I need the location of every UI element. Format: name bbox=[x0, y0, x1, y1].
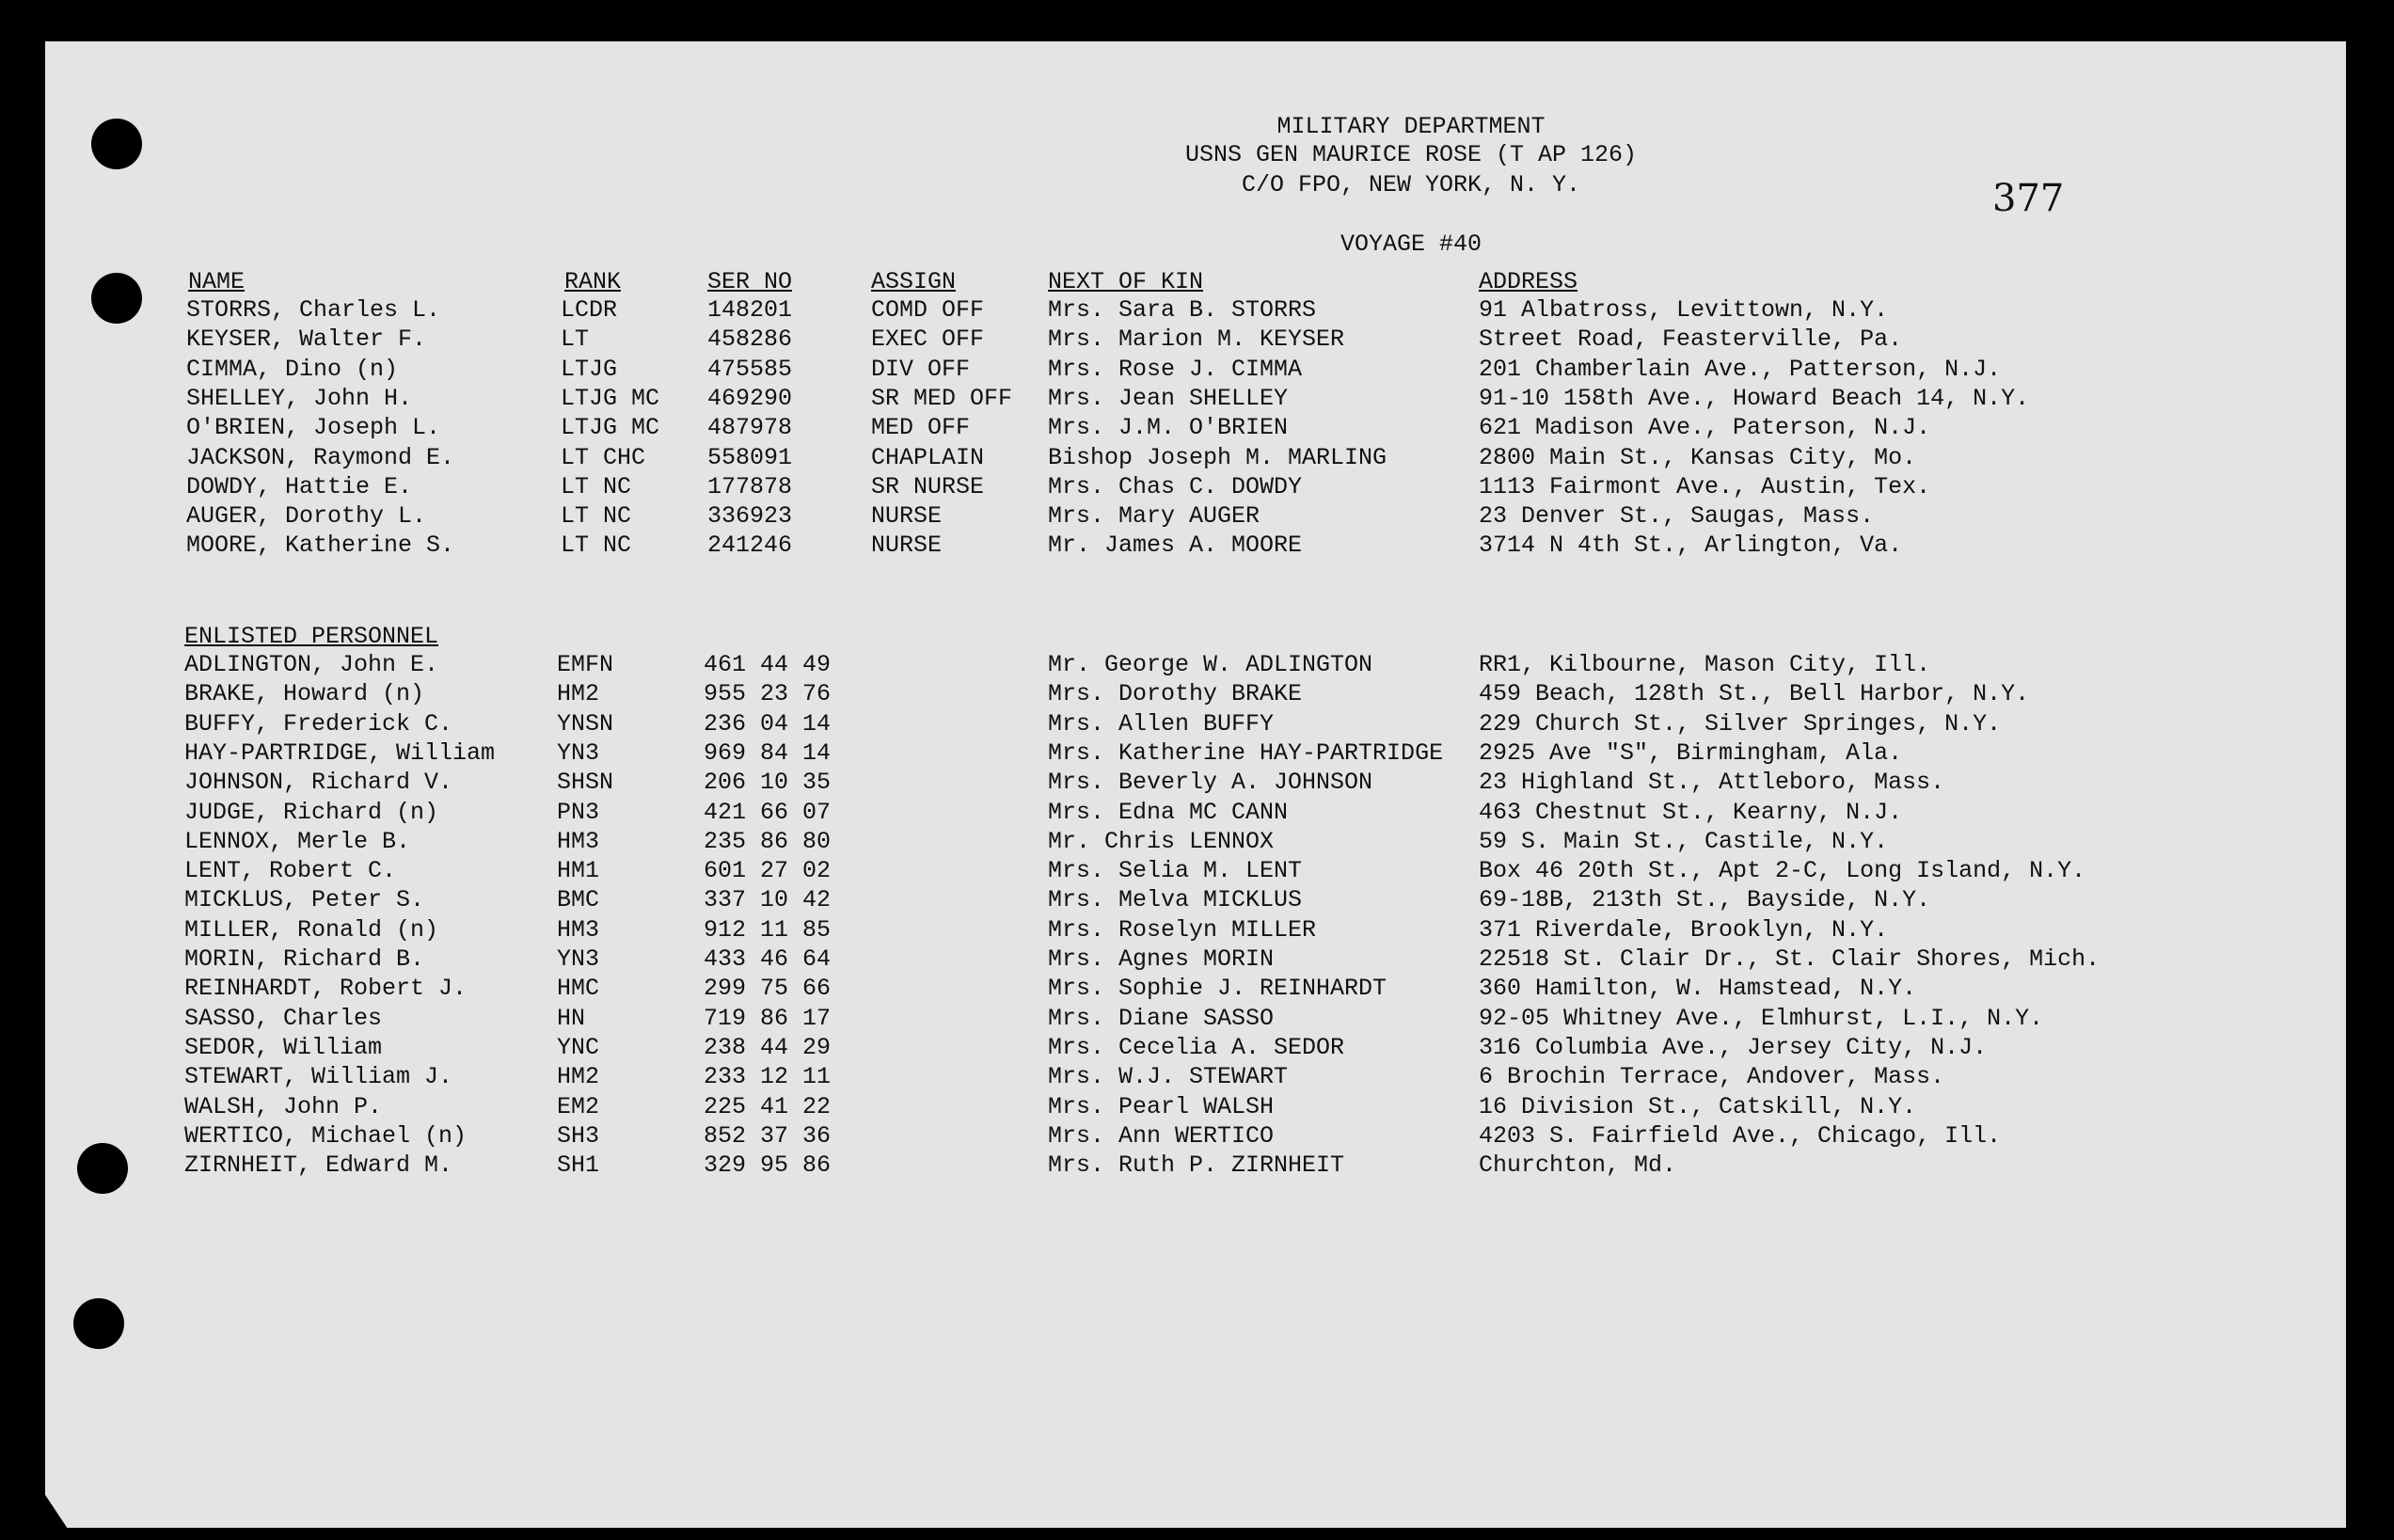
cell-address: 371 Riverdale, Brooklyn, N.Y. bbox=[1479, 915, 1889, 944]
cell-rank: YN3 bbox=[557, 738, 600, 767]
cell-ser-no: 233 12 11 bbox=[704, 1063, 832, 1091]
department-title: MILITARY DEPARTMENT bbox=[1276, 113, 1546, 140]
cell-rank: HM3 bbox=[557, 827, 600, 855]
cell-next-of-kin: Mrs. W.J. STEWART bbox=[1048, 1063, 1289, 1091]
cell-next-of-kin: Mrs. Melva MICKLUS bbox=[1048, 886, 1303, 914]
cell-next-of-kin: Mrs. Chas C. DOWDY bbox=[1048, 472, 1303, 500]
cell-next-of-kin: Mr. George W. ADLINGTON bbox=[1048, 651, 1373, 678]
cell-assign: NURSE bbox=[871, 502, 943, 531]
cell-assign: MED OFF bbox=[871, 414, 971, 442]
cell-ser-no: 433 46 64 bbox=[704, 945, 832, 973]
cell-next-of-kin: Mrs. Selia M. LENT bbox=[1048, 857, 1303, 885]
cell-rank: LTJG MC bbox=[561, 384, 660, 412]
cell-rank: SHSN bbox=[557, 769, 614, 797]
cell-ser-no: 558091 bbox=[707, 443, 793, 471]
cell-rank: LT NC bbox=[561, 472, 632, 500]
cell-ser-no: 299 75 66 bbox=[704, 975, 832, 1003]
cell-address: 23 Denver St., Saugas, Mass. bbox=[1479, 502, 1875, 531]
cell-rank: LTJG bbox=[561, 355, 618, 383]
cell-assign: COMD OFF bbox=[871, 296, 985, 324]
cell-next-of-kin: Mrs. Marion M. KEYSER bbox=[1048, 325, 1345, 354]
cell-rank: LT CHC bbox=[561, 443, 646, 471]
cell-assign: SR MED OFF bbox=[871, 384, 1013, 412]
cell-name: BUFFY, Frederick C. bbox=[184, 709, 453, 738]
cell-address: 2800 Main St., Kansas City, Mo. bbox=[1479, 443, 1917, 471]
punch-hole bbox=[91, 273, 142, 324]
column-header-address: ADDRESS bbox=[1479, 268, 1578, 295]
cell-rank: LT bbox=[561, 325, 590, 354]
cell-name: HAY-PARTRIDGE, William bbox=[184, 738, 496, 767]
cell-address: 23 Highland St., Attleboro, Mass. bbox=[1479, 769, 1945, 797]
cell-name: MICKLUS, Peter S. bbox=[184, 886, 425, 914]
cell-address: 91 Albatross, Levittown, N.Y. bbox=[1479, 296, 1889, 324]
cell-address: 316 Columbia Ave., Jersey City, N.J. bbox=[1479, 1033, 1988, 1061]
cell-ser-no: 225 41 22 bbox=[704, 1092, 832, 1120]
cell-rank: EMFN bbox=[557, 651, 614, 678]
cell-next-of-kin: Mrs. Katherine HAY-PARTRIDGE bbox=[1048, 738, 1444, 767]
cell-next-of-kin: Mrs. J.M. O'BRIEN bbox=[1048, 414, 1289, 442]
cell-assign: EXEC OFF bbox=[871, 325, 985, 354]
column-header-ser-no: SER NO bbox=[707, 268, 793, 295]
page-corner bbox=[0, 1427, 75, 1540]
cell-address: 4203 S. Fairfield Ave., Chicago, Ill. bbox=[1479, 1121, 2002, 1150]
cell-ser-no: 236 04 14 bbox=[704, 709, 832, 738]
cell-address: 360 Hamilton, W. Hamstead, N.Y. bbox=[1479, 975, 1917, 1003]
cell-ser-no: 852 37 36 bbox=[704, 1121, 832, 1150]
cell-name: LENT, Robert C. bbox=[184, 857, 397, 885]
cell-rank: PN3 bbox=[557, 798, 600, 826]
cell-address: 229 Church St., Silver Springes, N.Y. bbox=[1479, 709, 2002, 738]
cell-ser-no: 955 23 76 bbox=[704, 680, 832, 708]
cell-name: DOWDY, Hattie E. bbox=[186, 472, 413, 500]
cell-next-of-kin: Mrs. Allen BUFFY bbox=[1048, 709, 1275, 738]
cell-name: MOORE, Katherine S. bbox=[186, 532, 455, 560]
cell-rank: LT NC bbox=[561, 502, 632, 531]
cell-rank: HM2 bbox=[557, 680, 600, 708]
cell-name: STORRS, Charles L. bbox=[186, 296, 441, 324]
cell-address: Street Road, Feasterville, Pa. bbox=[1479, 325, 1903, 354]
cell-rank: HN bbox=[557, 1004, 586, 1032]
cell-name: REINHARDT, Robert J. bbox=[184, 975, 468, 1003]
cell-rank: LT NC bbox=[561, 532, 632, 560]
cell-address: Box 46 20th St., Apt 2-C, Long Island, N.Y. bbox=[1479, 857, 2086, 885]
cell-ser-no: 458286 bbox=[707, 325, 793, 354]
cell-next-of-kin: Mrs. Rose J. CIMMA bbox=[1048, 355, 1303, 383]
cell-address: 91-10 158th Ave., Howard Beach 14, N.Y. bbox=[1479, 384, 2030, 412]
cell-rank: HMC bbox=[557, 975, 600, 1003]
cell-name: SHELLEY, John H. bbox=[186, 384, 413, 412]
cell-name: KEYSER, Walter F. bbox=[186, 325, 427, 354]
cell-name: JOHNSON, Richard V. bbox=[184, 769, 453, 797]
cell-assign: CHAPLAIN bbox=[871, 443, 985, 471]
cell-address: 1113 Fairmont Ave., Austin, Tex. bbox=[1479, 472, 1931, 500]
cell-rank: LTJG MC bbox=[561, 414, 660, 442]
cell-name: SASSO, Charles bbox=[184, 1004, 383, 1032]
cell-name: MORIN, Richard B. bbox=[184, 945, 425, 973]
cell-rank: YNSN bbox=[557, 709, 614, 738]
cell-ser-no: 969 84 14 bbox=[704, 738, 832, 767]
cell-ser-no: 475585 bbox=[707, 355, 793, 383]
cell-address: 459 Beach, 128th St., Bell Harbor, N.Y. bbox=[1479, 680, 2030, 708]
cell-rank: EM2 bbox=[557, 1092, 600, 1120]
cell-name: BRAKE, Howard (n) bbox=[184, 680, 425, 708]
column-header-assign: ASSIGN bbox=[871, 268, 957, 295]
cell-next-of-kin: Mrs. Diane SASSO bbox=[1048, 1004, 1275, 1032]
cell-name: AUGER, Dorothy L. bbox=[186, 502, 427, 531]
ship-name: USNS GEN MAURICE ROSE (T AP 126) bbox=[1184, 141, 1638, 168]
cell-ser-no: 148201 bbox=[707, 296, 793, 324]
cell-next-of-kin: Mrs. Sophie J. REINHARDT bbox=[1048, 975, 1387, 1003]
cell-name: ZIRNHEIT, Edward M. bbox=[184, 1151, 453, 1180]
cell-name: ADLINGTON, John E. bbox=[184, 651, 439, 678]
cell-address: 92-05 Whitney Ave., Elmhurst, L.I., N.Y. bbox=[1479, 1004, 2044, 1032]
cell-ser-no: 177878 bbox=[707, 472, 793, 500]
cell-address: 69-18B, 213th St., Bayside, N.Y. bbox=[1479, 886, 1931, 914]
cell-next-of-kin: Mr. Chris LENNOX bbox=[1048, 827, 1275, 855]
cell-ser-no: 487978 bbox=[707, 414, 793, 442]
cell-address: 59 S. Main St., Castile, N.Y. bbox=[1479, 827, 1889, 855]
column-header-next-of-kin: NEXT OF KIN bbox=[1048, 268, 1204, 295]
cell-ser-no: 601 27 02 bbox=[704, 857, 832, 885]
cell-next-of-kin: Mrs. Roselyn MILLER bbox=[1048, 915, 1317, 944]
cell-ser-no: 238 44 29 bbox=[704, 1033, 832, 1061]
cell-ser-no: 337 10 42 bbox=[704, 886, 832, 914]
cell-assign: NURSE bbox=[871, 532, 943, 560]
cell-address: 3714 N 4th St., Arlington, Va. bbox=[1479, 532, 1903, 560]
cell-name: JUDGE, Richard (n) bbox=[184, 798, 439, 826]
page-number: 377 bbox=[1992, 177, 2065, 220]
cell-ser-no: 719 86 17 bbox=[704, 1004, 832, 1032]
cell-rank: YN3 bbox=[557, 945, 600, 973]
cell-address: Churchton, Md. bbox=[1479, 1151, 1677, 1180]
cell-rank: HM2 bbox=[557, 1063, 600, 1091]
cell-rank: BMC bbox=[557, 886, 600, 914]
cell-ser-no: 336923 bbox=[707, 502, 793, 531]
enlisted-heading: ENLISTED PERSONNEL bbox=[184, 623, 439, 650]
cell-name: CIMMA, Dino (n) bbox=[186, 355, 399, 383]
cell-ser-no: 241246 bbox=[707, 532, 793, 560]
cell-name: WALSH, John P. bbox=[184, 1092, 383, 1120]
cell-ser-no: 912 11 85 bbox=[704, 915, 832, 944]
cell-next-of-kin: Mrs. Jean SHELLEY bbox=[1048, 384, 1289, 412]
cell-address: 6 Brochin Terrace, Andover, Mass. bbox=[1479, 1063, 1945, 1091]
cell-rank: SH1 bbox=[557, 1151, 600, 1180]
cell-rank: HM3 bbox=[557, 915, 600, 944]
cell-next-of-kin: Mrs. Cecelia A. SEDOR bbox=[1048, 1033, 1345, 1061]
cell-rank: YNC bbox=[557, 1033, 600, 1061]
column-header-name: NAME bbox=[188, 268, 246, 295]
cell-ser-no: 329 95 86 bbox=[704, 1151, 832, 1180]
cell-ser-no: 235 86 80 bbox=[704, 827, 832, 855]
cell-next-of-kin: Mr. James A. MOORE bbox=[1048, 532, 1303, 560]
cell-address: RR1, Kilbourne, Mason City, Ill. bbox=[1479, 651, 1931, 678]
cell-name: SEDOR, William bbox=[184, 1033, 383, 1061]
cell-next-of-kin: Mrs. Mary AUGER bbox=[1048, 502, 1260, 531]
cell-ser-no: 421 66 07 bbox=[704, 798, 832, 826]
cell-ser-no: 469290 bbox=[707, 384, 793, 412]
cell-name: STEWART, William J. bbox=[184, 1063, 453, 1091]
cell-ser-no: 461 44 49 bbox=[704, 651, 832, 678]
cell-next-of-kin: Mrs. Agnes MORIN bbox=[1048, 945, 1275, 973]
cell-next-of-kin: Mrs. Beverly A. JOHNSON bbox=[1048, 769, 1373, 797]
cell-address: 2925 Ave "S", Birmingham, Ala. bbox=[1479, 738, 1903, 767]
cell-address: 22518 St. Clair Dr., St. Clair Shores, Mich. bbox=[1479, 945, 2101, 973]
cell-next-of-kin: Mrs. Edna MC CANN bbox=[1048, 798, 1289, 826]
cell-rank: HM1 bbox=[557, 857, 600, 885]
cell-next-of-kin: Mrs. Ann WERTICO bbox=[1048, 1121, 1275, 1150]
cell-ser-no: 206 10 35 bbox=[704, 769, 832, 797]
cell-rank: LCDR bbox=[561, 296, 618, 324]
cell-name: LENNOX, Merle B. bbox=[184, 827, 411, 855]
column-header-rank: RANK bbox=[564, 268, 622, 295]
punch-hole bbox=[77, 1143, 128, 1194]
cell-name: JACKSON, Raymond E. bbox=[186, 443, 455, 471]
cell-rank: SH3 bbox=[557, 1121, 600, 1150]
cell-address: 16 Division St., Catskill, N.Y. bbox=[1479, 1092, 1917, 1120]
cell-name: O'BRIEN, Joseph L. bbox=[186, 414, 441, 442]
cell-address: 201 Chamberlain Ave., Patterson, N.J. bbox=[1479, 355, 2002, 383]
cell-name: WERTICO, Michael (n) bbox=[184, 1121, 468, 1150]
punch-hole bbox=[91, 119, 142, 169]
voyage-number: VOYAGE #40 bbox=[1340, 230, 1482, 258]
cell-address: 463 Chestnut St., Kearny, N.J. bbox=[1479, 798, 1903, 826]
cell-next-of-kin: Bishop Joseph M. MARLING bbox=[1048, 443, 1387, 471]
cell-next-of-kin: Mrs. Dorothy BRAKE bbox=[1048, 680, 1303, 708]
cell-address: 621 Madison Ave., Paterson, N.J. bbox=[1479, 414, 1931, 442]
cell-next-of-kin: Mrs. Ruth P. ZIRNHEIT bbox=[1048, 1151, 1345, 1180]
cell-name: MILLER, Ronald (n) bbox=[184, 915, 439, 944]
cell-assign: DIV OFF bbox=[871, 355, 971, 383]
punch-hole bbox=[73, 1298, 124, 1349]
fpo-address: C/O FPO, NEW YORK, N. Y. bbox=[1241, 171, 1581, 198]
cell-next-of-kin: Mrs. Pearl WALSH bbox=[1048, 1092, 1275, 1120]
cell-assign: SR NURSE bbox=[871, 472, 985, 500]
cell-next-of-kin: Mrs. Sara B. STORRS bbox=[1048, 296, 1317, 324]
